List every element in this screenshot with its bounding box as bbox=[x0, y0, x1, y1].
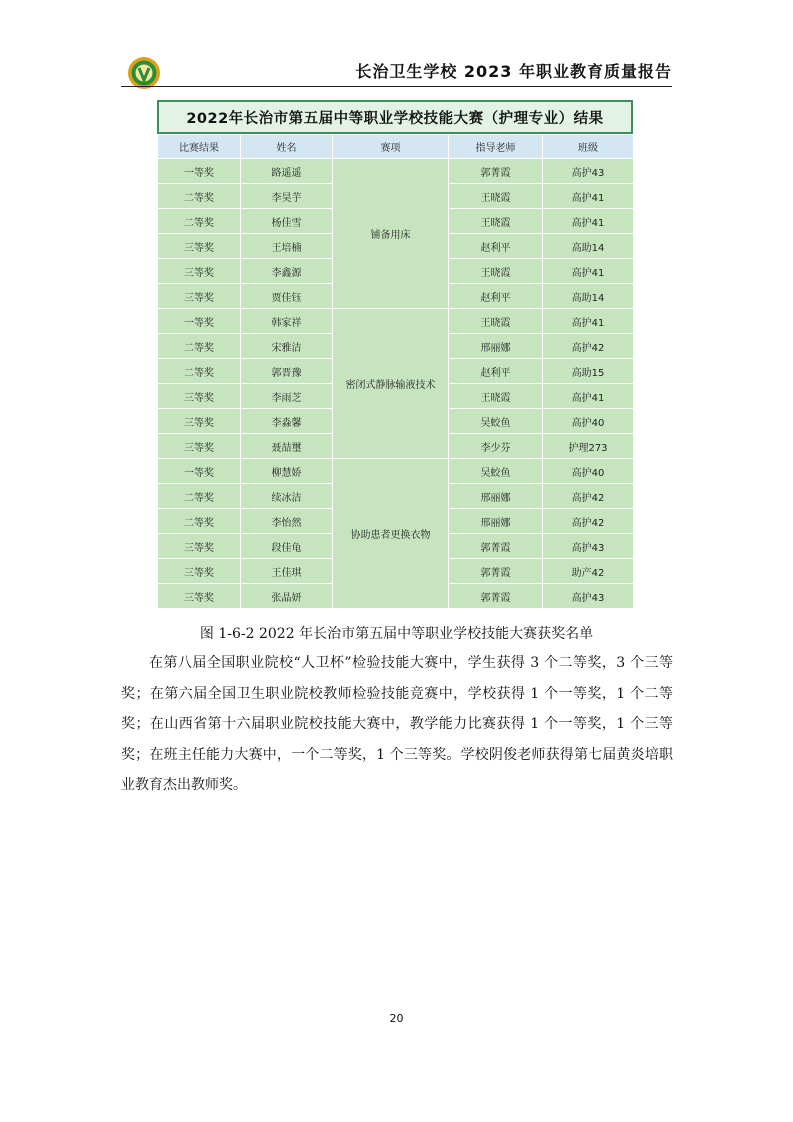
event-cell: 密闭式静脉输液技术 bbox=[333, 309, 449, 459]
teacher-cell: 吴蛟鱼 bbox=[449, 409, 543, 434]
name-cell: 段佳龟 bbox=[241, 534, 333, 559]
class-cell: 高护41 bbox=[543, 384, 634, 409]
result-cell: 二等奖 bbox=[158, 209, 241, 234]
class-cell: 高护40 bbox=[543, 459, 634, 484]
column-header: 指导老师 bbox=[449, 135, 543, 159]
teacher-cell: 邢丽娜 bbox=[449, 509, 543, 534]
column-header: 班级 bbox=[543, 135, 634, 159]
class-cell: 高护42 bbox=[543, 509, 634, 534]
result-cell: 一等奖 bbox=[158, 459, 241, 484]
name-cell: 路遥遥 bbox=[241, 159, 333, 184]
page-number: 20 bbox=[389, 1012, 404, 1025]
teacher-cell: 王晓霞 bbox=[449, 259, 543, 284]
results-table bbox=[157, 100, 633, 609]
name-cell: 柳慧娇 bbox=[241, 459, 333, 484]
teacher-cell: 吴蛟鱼 bbox=[449, 459, 543, 484]
class-cell: 高护43 bbox=[543, 534, 634, 559]
result-cell: 二等奖 bbox=[158, 484, 241, 509]
class-cell: 高护41 bbox=[543, 309, 634, 334]
result-cell: 三等奖 bbox=[158, 559, 241, 584]
result-cell: 三等奖 bbox=[158, 384, 241, 409]
table-row bbox=[158, 459, 634, 484]
result-cell: 三等奖 bbox=[158, 259, 241, 284]
name-cell: 韩家祥 bbox=[241, 309, 333, 334]
name-cell: 李雨芝 bbox=[241, 384, 333, 409]
event-cell: 协助患者更换衣物 bbox=[333, 459, 449, 609]
class-cell: 高助15 bbox=[543, 359, 634, 384]
teacher-cell: 郭菁霞 bbox=[449, 559, 543, 584]
class-cell: 高护42 bbox=[543, 334, 634, 359]
teacher-cell: 王晓霞 bbox=[449, 384, 543, 409]
result-cell: 一等奖 bbox=[158, 309, 241, 334]
name-cell: 王培楠 bbox=[241, 234, 333, 259]
teacher-cell: 郭菁霞 bbox=[449, 584, 543, 609]
class-cell: 助产42 bbox=[543, 559, 634, 584]
body-paragraph: 在第八届全国职业院校“人卫杯”检验技能大赛中，学生获得 3 个二等奖，3 个三等奖；在第六届全国卫生职业院校教师检验技能竞赛中，学校获得 1 个一等奖，1 个二等奖；在山西省第十六届职业院校技能大赛中，教学能力比赛获得 1 个一等奖，1 个三等奖；在班主任能力大赛中，一个二等奖，1 个三等奖。学校阴俊老师获得第七届黄炎培职业教育杰出教师奖。 bbox=[121, 655, 673, 793]
class-cell: 高护41 bbox=[543, 209, 634, 234]
result-cell: 三等奖 bbox=[158, 234, 241, 259]
name-cell: 张晶妍 bbox=[241, 584, 333, 609]
class-cell: 高助14 bbox=[543, 234, 634, 259]
school-logo-icon bbox=[127, 56, 161, 90]
name-cell: 李怡然 bbox=[241, 509, 333, 534]
table-header-row bbox=[158, 135, 634, 159]
teacher-cell: 王晓霞 bbox=[449, 184, 543, 209]
teacher-cell: 王晓霞 bbox=[449, 209, 543, 234]
teacher-cell: 邢丽娜 bbox=[449, 484, 543, 509]
result-cell: 三等奖 bbox=[158, 584, 241, 609]
name-cell: 李淼馨 bbox=[241, 409, 333, 434]
column-header: 姓名 bbox=[241, 135, 333, 159]
name-cell: 李昊芋 bbox=[241, 184, 333, 209]
result-cell: 三等奖 bbox=[158, 534, 241, 559]
name-cell: 宋雅洁 bbox=[241, 334, 333, 359]
result-cell: 二等奖 bbox=[158, 334, 241, 359]
class-cell: 护理273 bbox=[543, 434, 634, 459]
result-cell: 二等奖 bbox=[158, 509, 241, 534]
name-cell: 杨佳雪 bbox=[241, 209, 333, 234]
name-cell: 续冰洁 bbox=[241, 484, 333, 509]
teacher-cell: 赵利平 bbox=[449, 234, 543, 259]
class-cell: 高护41 bbox=[543, 259, 634, 284]
class-cell: 高护40 bbox=[543, 409, 634, 434]
result-cell: 二等奖 bbox=[158, 359, 241, 384]
header-title: 长治卫生学校 2023 年职业教育质量报告 bbox=[355, 62, 672, 81]
teacher-cell: 赵利平 bbox=[449, 284, 543, 309]
result-cell: 三等奖 bbox=[158, 434, 241, 459]
result-cell: 二等奖 bbox=[158, 184, 241, 209]
teacher-cell: 郭菁霞 bbox=[449, 534, 543, 559]
result-cell: 一等奖 bbox=[158, 159, 241, 184]
class-cell: 高护42 bbox=[543, 484, 634, 509]
name-cell: 李鑫源 bbox=[241, 259, 333, 284]
table-title: 2022年长治市第五届中等职业学校技能大赛（护理专业）结果 bbox=[157, 100, 633, 134]
name-cell: 聂喆璽 bbox=[241, 434, 333, 459]
table-row bbox=[158, 309, 634, 334]
teacher-cell: 邢丽娜 bbox=[449, 334, 543, 359]
class-cell: 高护41 bbox=[543, 184, 634, 209]
class-cell: 高助14 bbox=[543, 284, 634, 309]
class-cell: 高护43 bbox=[543, 584, 634, 609]
teacher-cell: 郭菁霞 bbox=[449, 159, 543, 184]
class-cell: 高护43 bbox=[543, 159, 634, 184]
table-row bbox=[158, 159, 634, 184]
result-cell: 三等奖 bbox=[158, 409, 241, 434]
name-cell: 郭晋豫 bbox=[241, 359, 333, 384]
name-cell: 王佳琪 bbox=[241, 559, 333, 584]
column-header: 赛项 bbox=[333, 135, 449, 159]
teacher-cell: 赵利平 bbox=[449, 359, 543, 384]
result-cell: 三等奖 bbox=[158, 284, 241, 309]
header-divider bbox=[121, 86, 672, 87]
teacher-cell: 王晓霞 bbox=[449, 309, 543, 334]
name-cell: 贾佳钰 bbox=[241, 284, 333, 309]
teacher-cell: 李少芬 bbox=[449, 434, 543, 459]
figure-caption: 图 1-6-2 2022 年长治市第五届中等职业学校技能大赛获奖名单 bbox=[199, 626, 594, 642]
column-header: 比赛结果 bbox=[158, 135, 241, 159]
event-cell: 铺备用床 bbox=[333, 159, 449, 309]
